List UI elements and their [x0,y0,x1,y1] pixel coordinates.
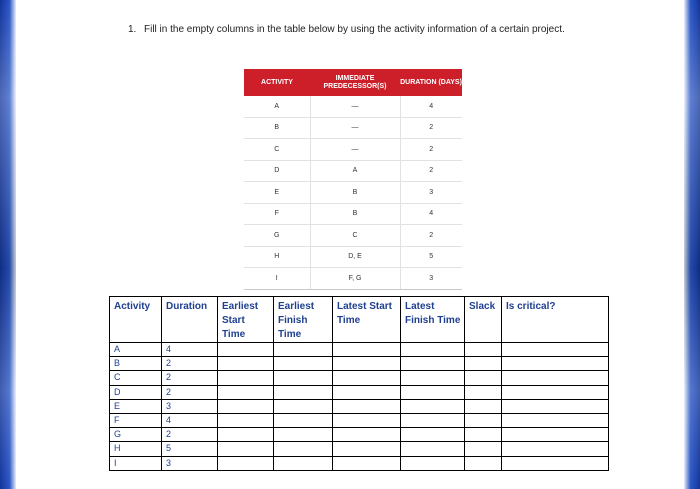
header-duration: Duration [162,297,218,343]
latest-start-cell[interactable] [333,357,401,371]
latest-finish-cell[interactable] [401,357,465,371]
duration-cell: 2 [400,225,462,247]
slack-cell[interactable] [465,385,502,399]
earliest-finish-cell[interactable] [274,428,333,442]
header-is-critical: Is critical? [502,297,609,343]
slack-cell[interactable] [465,428,502,442]
earliest-start-cell[interactable] [218,399,274,413]
slack-cell[interactable] [465,343,502,357]
is-critical-cell[interactable] [502,456,609,470]
slack-cell[interactable] [465,357,502,371]
latest-finish-cell[interactable] [401,371,465,385]
table-row [110,399,609,413]
earliest-finish-cell[interactable] [274,456,333,470]
predecessor-cell: C [310,225,400,247]
table-row [110,357,609,371]
latest-finish-cell[interactable] [401,428,465,442]
header-duration: DURATION (DAYS) [400,69,462,96]
is-critical-cell[interactable] [502,413,609,427]
question-number: 1. [128,24,137,35]
earliest-finish-cell[interactable] [274,343,333,357]
latest-start-cell[interactable] [333,343,401,357]
duration-cell: 2 [400,139,462,161]
activity-cell: B [110,357,162,371]
activity-cell: F [244,203,310,225]
header-activity: ACTIVITY [244,69,310,96]
duration-cell: 2 [162,428,218,442]
activity-cell: H [110,442,162,456]
activity-cell: B [244,117,310,139]
table-row [244,182,462,204]
table-row [244,96,462,117]
table-row [244,225,462,247]
activity-cell: F [110,413,162,427]
slack-cell[interactable] [465,399,502,413]
left-edge-decoration [0,0,16,489]
duration-cell: 3 [400,182,462,204]
latest-start-cell[interactable] [333,456,401,470]
table-row [110,428,609,442]
slack-cell[interactable] [465,371,502,385]
predecessor-cell: — [310,139,400,161]
duration-cell: 5 [400,246,462,268]
is-critical-cell[interactable] [502,442,609,456]
project-table-header [244,69,462,96]
activity-cell: A [244,96,310,117]
activity-cell: I [110,456,162,470]
right-edge-decoration [684,0,700,489]
latest-start-cell[interactable] [333,442,401,456]
table-row [244,139,462,161]
predecessor-cell: F, G [310,268,400,290]
earliest-start-cell[interactable] [218,442,274,456]
is-critical-cell[interactable] [502,343,609,357]
earliest-start-cell[interactable] [218,413,274,427]
earliest-finish-cell[interactable] [274,385,333,399]
earliest-finish-cell[interactable] [274,371,333,385]
header-predecessors: IMMEDIATE PREDECESSOR(S) [310,69,400,96]
predecessor-cell: — [310,117,400,139]
latest-start-cell[interactable] [333,399,401,413]
latest-start-cell[interactable] [333,371,401,385]
activity-cell: C [244,139,310,161]
duration-cell: 4 [400,203,462,225]
table-row [244,117,462,139]
question-instruction [128,22,598,37]
activity-cell: E [110,399,162,413]
earliest-finish-cell[interactable] [274,399,333,413]
latest-finish-cell[interactable] [401,399,465,413]
predecessor-cell: A [310,160,400,182]
activity-cell: A [110,343,162,357]
duration-cell: 2 [162,385,218,399]
table-row [244,268,462,290]
header-activity: Activity [110,297,162,343]
is-critical-cell[interactable] [502,385,609,399]
question-text: Fill in the empty columns in the table below by using the activity information of a certain project. [144,24,565,35]
predecessor-cell: B [310,203,400,225]
header-latest-finish: Latest Finish Time [401,297,465,343]
project-activity-table [244,69,462,290]
activity-cell: H [244,246,310,268]
predecessor-cell: — [310,96,400,117]
header-latest-start: Latest Start Time [333,297,401,343]
activity-cell: C [110,371,162,385]
duration-cell: 2 [400,117,462,139]
duration-cell: 2 [162,357,218,371]
answer-table [109,296,609,471]
latest-finish-cell[interactable] [401,442,465,456]
table-row [244,246,462,268]
activity-cell: I [244,268,310,290]
table-row [110,343,609,357]
table-row [244,160,462,182]
duration-cell: 4 [162,413,218,427]
slack-cell[interactable] [465,456,502,470]
duration-cell: 2 [162,371,218,385]
header-earliest-start: Earliest Start Time [218,297,274,343]
is-critical-cell[interactable] [502,371,609,385]
table-row [110,456,609,470]
table-row [110,442,609,456]
table-row [110,385,609,399]
activity-cell: G [110,428,162,442]
activity-cell: E [244,182,310,204]
latest-start-cell[interactable] [333,428,401,442]
duration-cell: 3 [400,268,462,290]
latest-start-cell[interactable] [333,385,401,399]
latest-start-cell[interactable] [333,413,401,427]
predecessor-cell: D, E [310,246,400,268]
duration-cell: 5 [162,442,218,456]
predecessor-cell: B [310,182,400,204]
earliest-start-cell[interactable] [218,371,274,385]
earliest-finish-cell[interactable] [274,413,333,427]
earliest-finish-cell[interactable] [274,357,333,371]
earliest-start-cell[interactable] [218,357,274,371]
latest-finish-cell[interactable] [401,343,465,357]
table-row [110,413,609,427]
slack-cell[interactable] [465,442,502,456]
duration-cell: 3 [162,399,218,413]
slack-cell[interactable] [465,413,502,427]
table-row [244,203,462,225]
header-earliest-finish: Earliest Finish Time [274,297,333,343]
header-slack: Slack [465,297,502,343]
earliest-start-cell[interactable] [218,456,274,470]
is-critical-cell[interactable] [502,399,609,413]
earliest-finish-cell[interactable] [274,442,333,456]
activity-cell: G [244,225,310,247]
duration-cell: 2 [400,160,462,182]
is-critical-cell[interactable] [502,357,609,371]
earliest-start-cell[interactable] [218,385,274,399]
is-critical-cell[interactable] [502,428,609,442]
latest-finish-cell[interactable] [401,385,465,399]
duration-cell: 4 [400,96,462,117]
latest-finish-cell[interactable] [401,413,465,427]
table-row [110,371,609,385]
activity-cell: D [110,385,162,399]
earliest-start-cell[interactable] [218,428,274,442]
duration-cell: 4 [162,343,218,357]
latest-finish-cell[interactable] [401,456,465,470]
answer-table-header [110,297,609,343]
activity-cell: D [244,160,310,182]
earliest-start-cell[interactable] [218,343,274,357]
duration-cell: 3 [162,456,218,470]
